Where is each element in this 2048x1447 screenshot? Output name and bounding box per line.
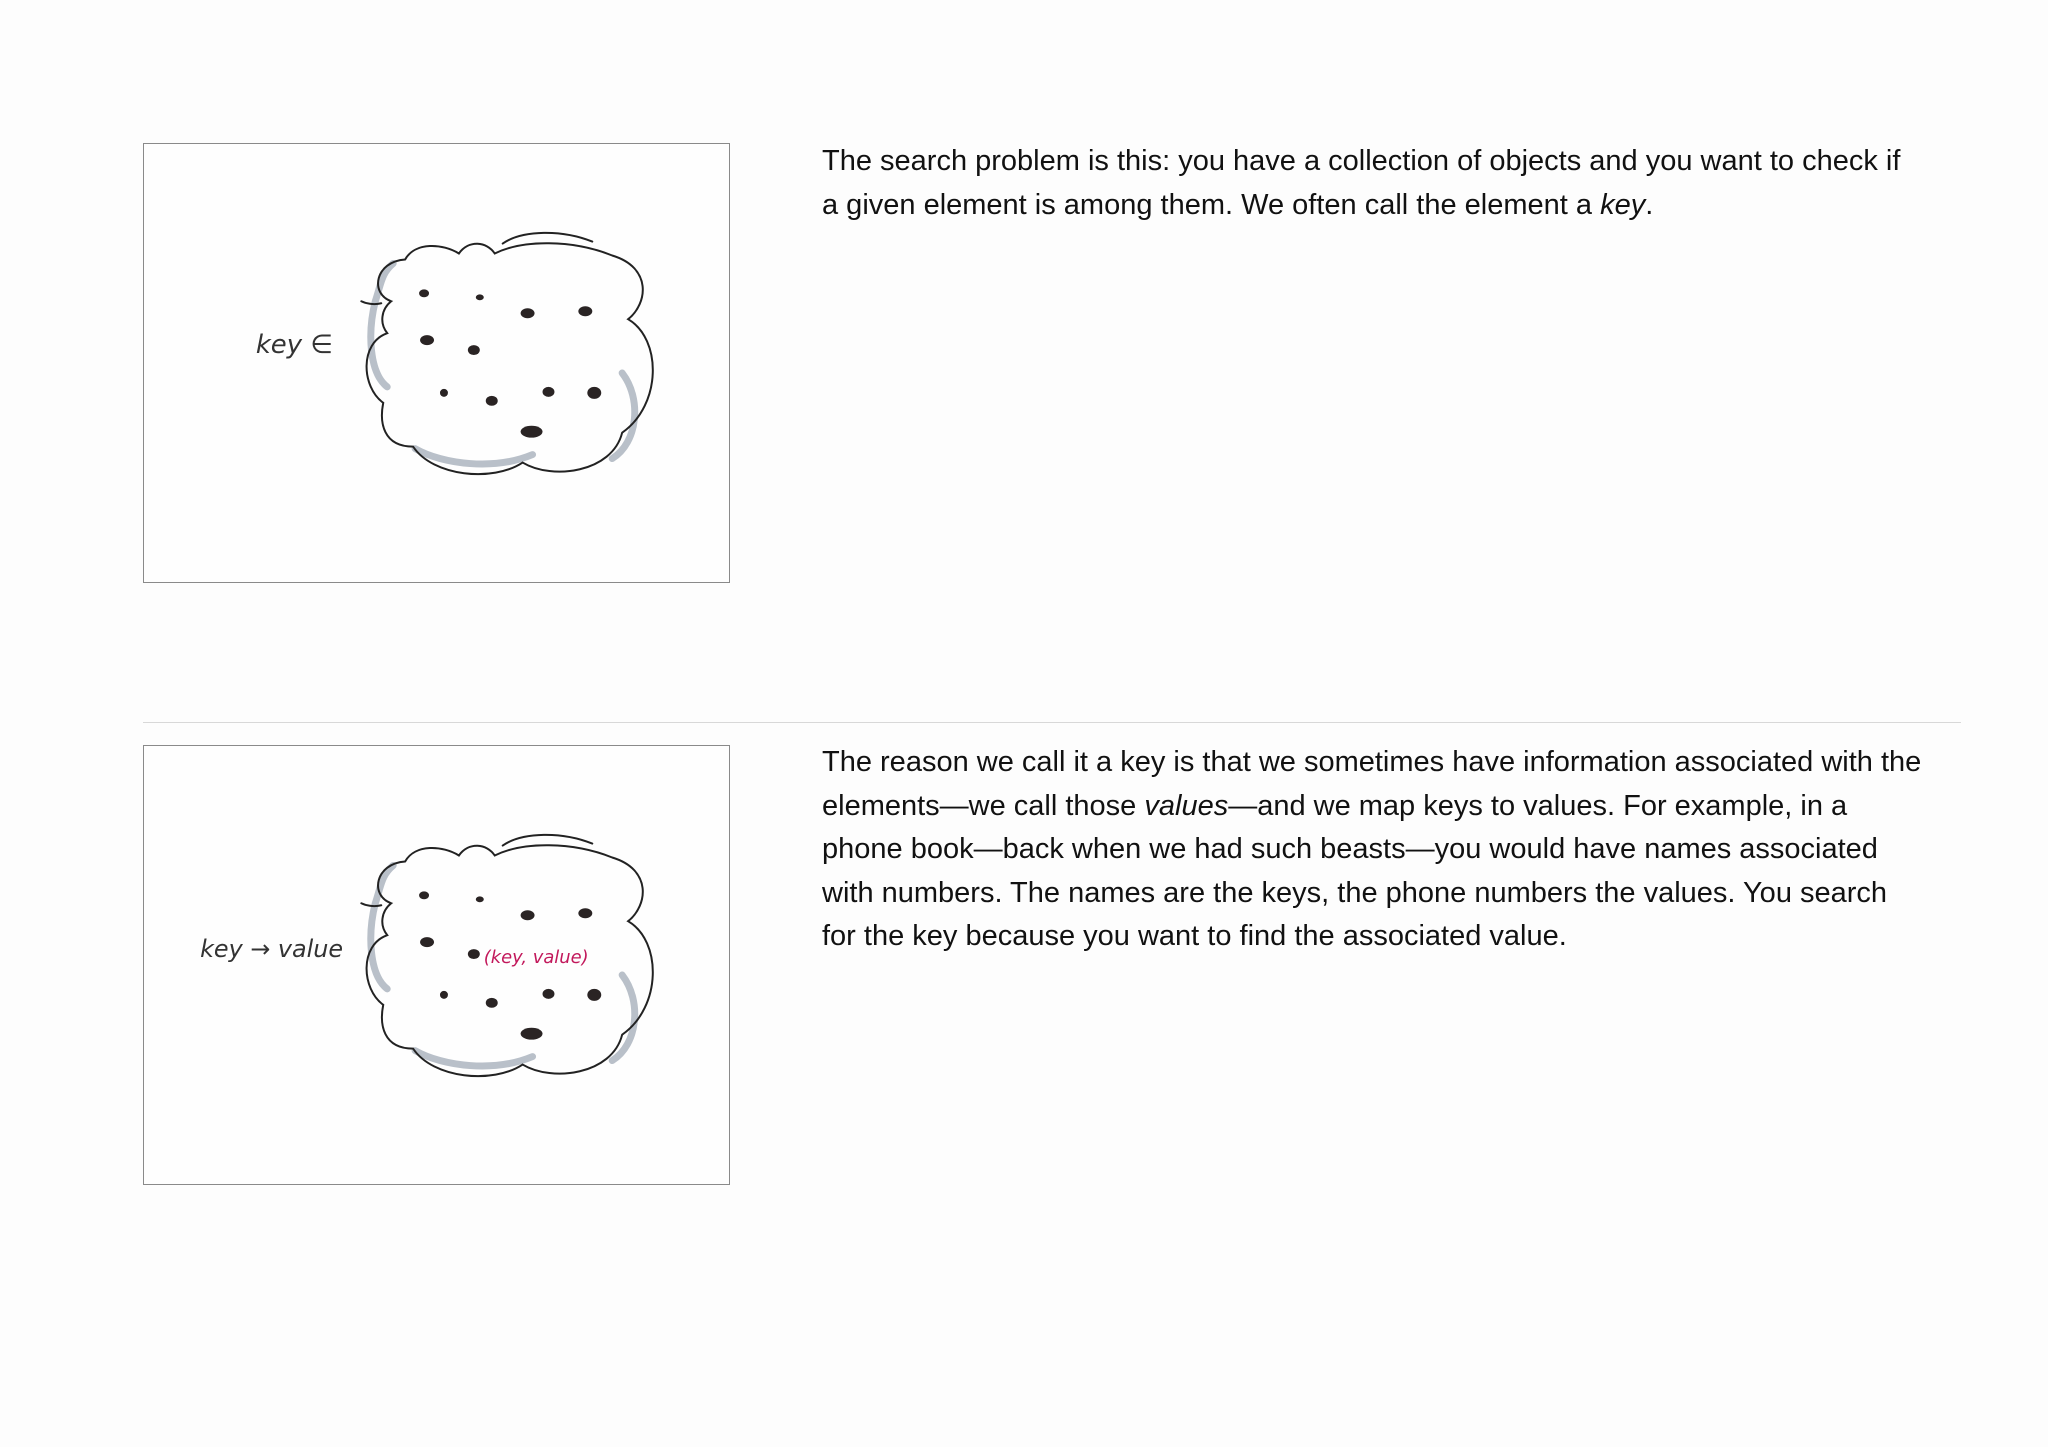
cloud-outline [361, 233, 652, 474]
slide-note-2: The reason we call it a key is that we sometimes have information associated with the elements—we call those values—and we map keys to values. For example, in a phone book—back when we had such beasts—you would have names associated with numbers. The names are the keys, the phone numbers the values. You search for the key because you want to find the associated value. [822, 746, 1922, 952]
slide-thumbnail-2 [143, 745, 730, 1185]
set-elements [419, 289, 601, 437]
section-divider [143, 722, 1961, 723]
slide-note-1: The search problem is this: you have a collection of objects and you want to check if a given element is among them. We often call the element a key. [822, 145, 1901, 221]
slide-thumbnail-1 [143, 143, 730, 583]
cloud-shadow [371, 263, 635, 463]
key-membership-label: key ∈ [255, 330, 333, 361]
set-sketch-1 [144, 144, 729, 582]
key-to-value-label: key → value [200, 935, 344, 964]
map-sketch-2 [144, 746, 729, 1184]
key-value-pair-label: (key, value) [483, 947, 589, 969]
